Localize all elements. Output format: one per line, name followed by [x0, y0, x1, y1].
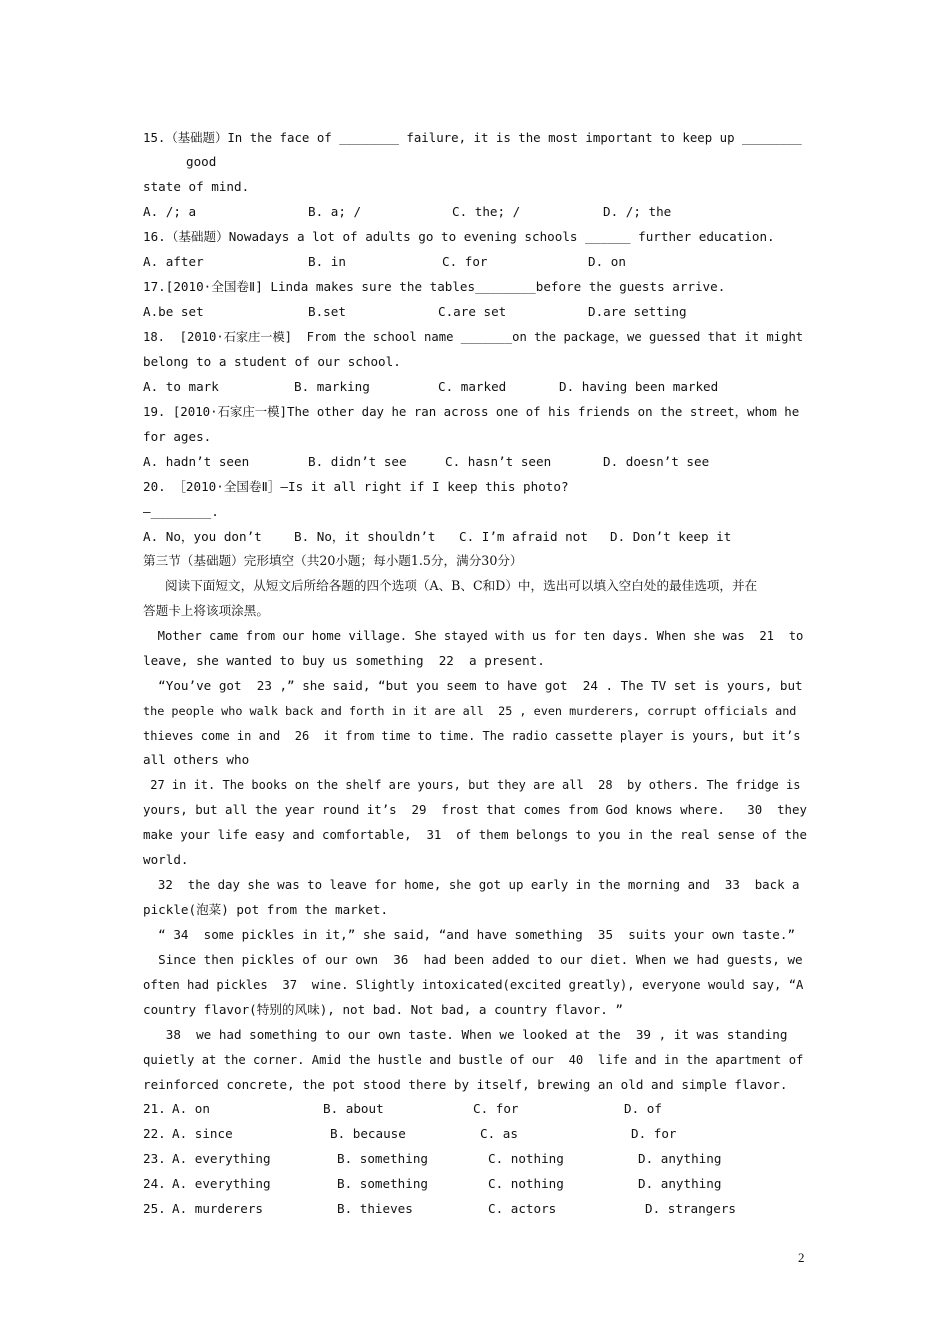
passage-line: Since then pickles of our own 36 had been added to our diet. When we had guests, we [143, 952, 803, 967]
page-number: 2 [798, 1250, 805, 1265]
passage-line: often had pickles 37 wine. Slightly intoxicated(excited greatly), everyone would say, “A [143, 978, 804, 992]
answer-option: C. as [480, 1126, 518, 1141]
passage-line: make your life easy and comfortable, 31 of them belongs to you in the real sense of the [143, 827, 807, 842]
answer-option: B. because [330, 1126, 406, 1141]
answer-number: 24. [143, 1176, 166, 1191]
question-17-option-b: B.set [308, 304, 346, 319]
question-20-stem: 20. ［2010·全国卷Ⅱ］—Is it all right if I keep this photo? [143, 479, 569, 494]
passage-line: country flavor(特别的风味), not bad. Not bad, a country flavor. ” [143, 1002, 623, 1017]
passage-line: all others who [143, 752, 250, 767]
section-instruction-cont: 答题卡上将该项涂黑。 [143, 603, 269, 618]
passage-line: “You’ve got 23 ,” she said, “but you seem to have got 24 . The TV set is yours, but [143, 678, 803, 693]
answer-number: 21. [143, 1101, 166, 1116]
answer-option: A. everything [172, 1151, 271, 1166]
question-15-stem: 15.（基础题）In the face of ________ failure, it is the most important to keep up ________ [143, 130, 802, 145]
question-19-option-c: C. hasn’t seen [445, 454, 552, 469]
question-15-stem-end: state of mind. [143, 179, 250, 194]
question-20-option-b: B. No，it shouldn’t [294, 529, 436, 544]
answer-option: A. on [172, 1101, 210, 1116]
question-18-option-b: B. marking [294, 379, 370, 394]
answer-number: 25. [143, 1201, 166, 1216]
question-15-option-a: A. /; a [143, 204, 197, 219]
answer-option: C. nothing [488, 1176, 564, 1191]
question-19-stem-cont: for ages. [143, 429, 212, 444]
answer-number: 22. [143, 1126, 166, 1141]
question-19-option-d: D. doesn’t see [603, 454, 710, 469]
passage-line: world. [143, 852, 189, 867]
passage-line: leave, she wanted to buy us something 22 a present. [143, 653, 545, 668]
answer-option: B. about [323, 1101, 384, 1116]
question-16-option-a: A. after [143, 254, 204, 269]
question-15-option-c: C. the; / [452, 204, 521, 219]
question-17-option-d: D.are setting [588, 304, 687, 319]
question-18-option-d: D. having been marked [559, 379, 719, 394]
passage-line: 38 we had something to our own taste. When we looked at the 39 , it was standing [143, 1027, 788, 1042]
question-18-option-c: C. marked [438, 379, 507, 394]
answer-option: A. since [172, 1126, 233, 1141]
section-title: 第三节（基础题）完形填空（共20小题；每小题1.5分，满分30分） [143, 553, 523, 568]
question-15-option-b: B. a; / [308, 204, 362, 219]
passage-line: yours, but all the year round it’s 29 frost that comes from God knows where. 30 they [143, 802, 807, 817]
question-16-option-c: C. for [442, 254, 488, 269]
question-17-option-c: C.are set [438, 304, 507, 319]
question-15-stem-cont: good [186, 154, 217, 169]
question-19-option-b: B. didn’t see [308, 454, 407, 469]
passage-line: quietly at the corner. Amid the hustle and bustle of our 40 life and in the apartment of [143, 1053, 804, 1067]
passage-line: reinforced concrete, the pot stood there by itself, brewing an old and simple flavor. [143, 1077, 788, 1092]
question-20-option-d: D. Don’t keep it [610, 529, 732, 544]
answer-option: A. murderers [172, 1201, 263, 1216]
question-16-stem: 16.（基础题）Nowadays a lot of adults go to evening schools ______ further education. [143, 229, 775, 244]
question-20-option-a: A. No，you don’t [143, 529, 262, 544]
answer-option: C. for [473, 1101, 519, 1116]
answer-option: B. something [337, 1151, 428, 1166]
answer-option: D. anything [638, 1176, 722, 1191]
answer-option: B. thieves [337, 1201, 413, 1216]
question-18-option-a: A. to mark [143, 379, 219, 394]
question-17-stem: 17.[2010·全国卷Ⅱ] Linda makes sure the tables________before the guests arrive. [143, 279, 726, 294]
question-18-stem: 18. [2010·石家庄一模] From the school name _______on the package，we guessed that it might [143, 330, 804, 344]
answer-option: D. anything [638, 1151, 722, 1166]
question-16-option-d: D. on [588, 254, 626, 269]
question-17-option-a: A.be set [143, 304, 204, 319]
answer-option: C. actors [488, 1201, 557, 1216]
answer-option: D. strangers [645, 1201, 736, 1216]
question-19-option-a: A. hadn’t seen [143, 454, 250, 469]
answer-option: D. of [624, 1101, 662, 1116]
answer-option: B. something [337, 1176, 428, 1191]
answer-number: 23. [143, 1151, 166, 1166]
passage-line: Mother came from our home village. She stayed with us for ten days. When she was 21 to [143, 629, 804, 643]
question-18-stem-cont: belong to a student of our school. [143, 354, 401, 369]
answer-option: C. nothing [488, 1151, 564, 1166]
passage-line: the people who walk back and forth in it are all 25 , even murderers, corrupt officials and [143, 704, 797, 718]
passage-line: pickle(泡菜) pot from the market. [143, 902, 389, 917]
question-19-stem: 19. [2010·石家庄一模]The other day he ran across one of his friends on the street，whom he [143, 404, 800, 419]
question-16-option-b: B. in [308, 254, 346, 269]
question-15-option-d: D. /; the [603, 204, 672, 219]
question-20-response: —________. [143, 504, 219, 519]
answer-option: A. everything [172, 1176, 271, 1191]
passage-line: 32 the day she was to leave for home, she got up early in the morning and 33 back a [143, 877, 800, 892]
passage-line: thieves come in and 26 it from time to time. The radio cassette player is yours, but it’s [143, 729, 801, 743]
section-instruction: 阅读下面短文，从短文后所给各题的四个选项（A、B、C和D）中，选出可以填入空白处的最佳选项，并在 [165, 578, 758, 593]
passage-line: “ 34 some pickles in it,” she said, “and have something 35 suits your own taste.” [143, 927, 796, 942]
passage-line: 27 in it. The books on the shelf are yours, but they are all 28 by others. The fridge is [143, 778, 801, 792]
answer-option: D. for [631, 1126, 677, 1141]
question-20-option-c: C. I’m afraid not [459, 529, 588, 544]
